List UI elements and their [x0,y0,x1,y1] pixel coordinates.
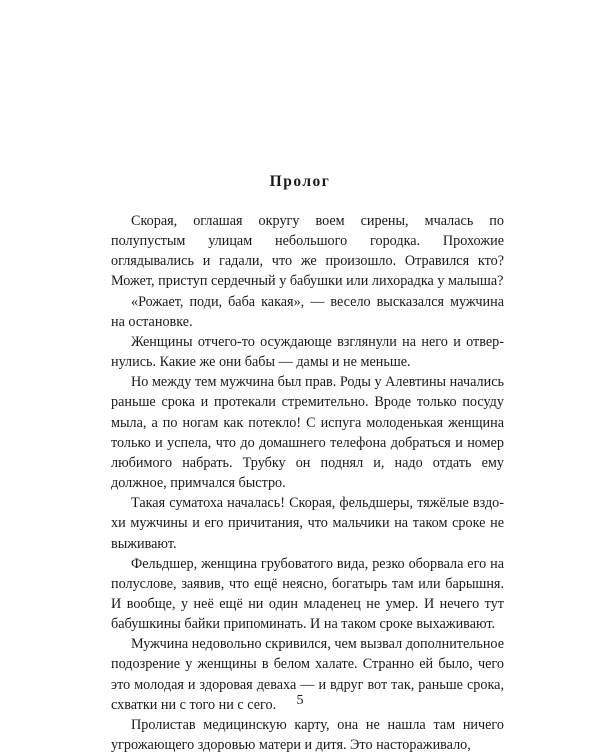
paragraph: Скорая, оглашая округу воем сирены, мчалась по полупустым улицам небольшого городка. Прохожие оглядывались и гадали, что же произошло. Отравился кто? Может, приступ сердечный у бабушки или лихорадка у малыша? [111,213,504,290]
chapter-title: Пролог [269,173,331,190]
paragraph: Женщины отчего-то осуждающе взглянули на него и отвернулись. Какие же они бабы — дамы и не меньше. [111,333,504,371]
paragraph: Но между тем мужчина был прав. Роды у Алевтины начались раньше срока и протекали стремительно. Вроде только посуду мыла, а по ногам как потекло! С испуга молоденькая женщина только и успела, что до домашнего телефона добраться и номер любимого набрать. Трубку он поднял и, надо отдать ему должное, примчался быстро. [111,374,504,492]
paragraph: Пролистав медицинскую карту, она не нашла там ничего угрожающего здоровью матери и дитя. Это настораживало, [111,716,504,754]
body-text [111,211,504,755]
page-number: 5 [296,693,304,708]
paragraph: Фельдшер, женщина грубоватого вида, резко оборвала его на полуслове, заявив, что ещё неясно, богатырь там или барышня. И вообще, у неё ещё ни один младенец не умер. И нечего тут бабушкины байки припоминать. И на таком сроке выхаживают. [111,555,504,633]
paragraph: «Рожает, поди, баба какая», — весело высказался мужчина на остановке. [111,293,504,330]
paragraph: Мужчина недовольно скривился, чем вызвал дополнительное подозрение у женщины в белом халате. Странно ей было, чего это молодая и здоровая деваха — и вдруг вот так, раньше срока, схватки ни с того ни с сего. [111,636,504,713]
paragraph: Такая суматоха началась! Скорая, фельдшеры, тяжёлые вздохи мужчины и его причитания, что мальчики на таком сроке не выживают. [111,495,504,552]
